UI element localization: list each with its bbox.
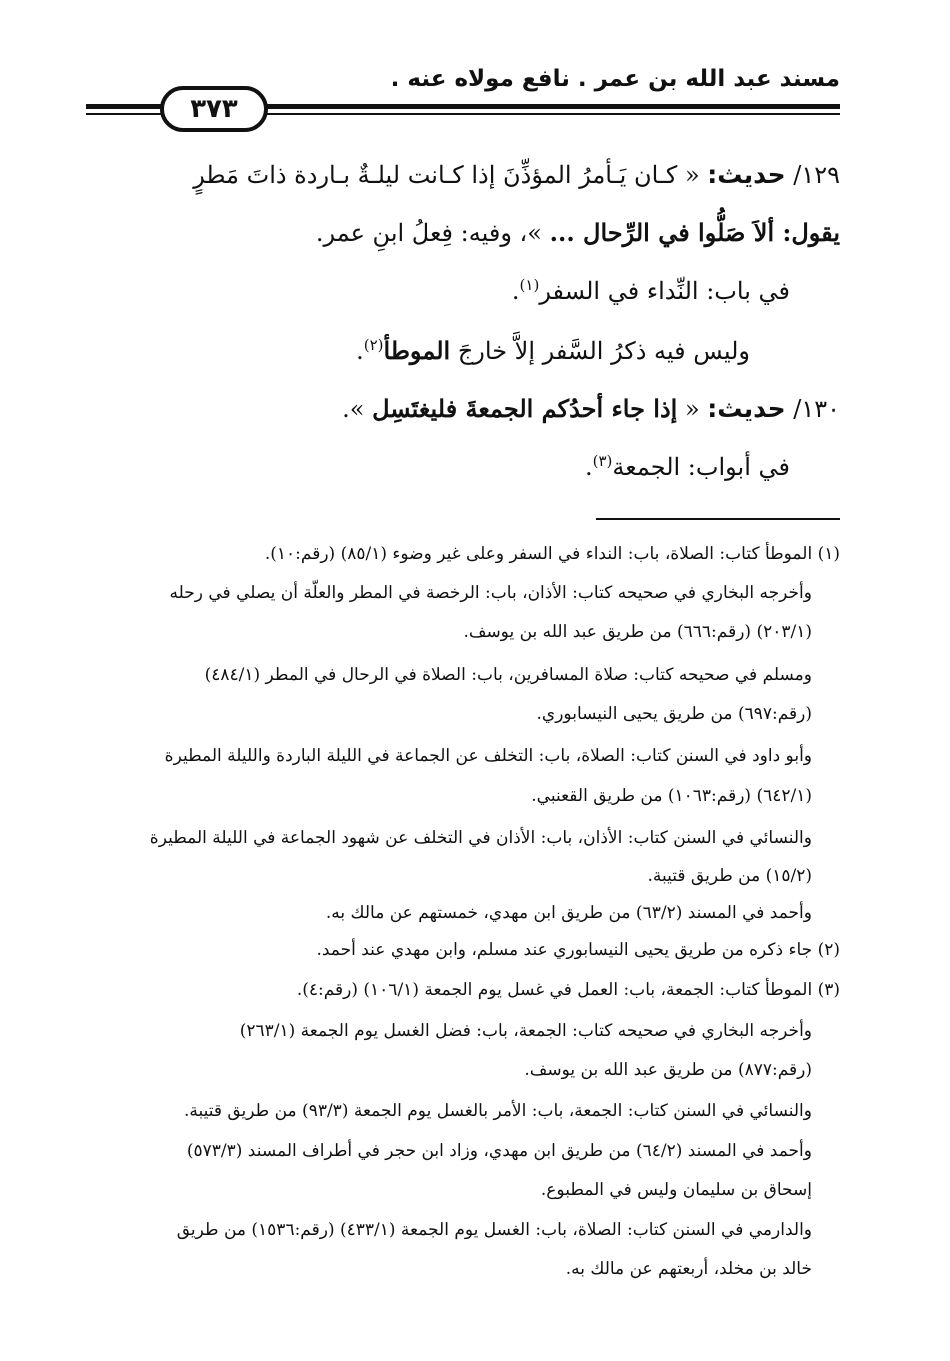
footnote-line: وأحمد في المسند (٦٤/٢) من طريق ابن مهدي، وزاد ابن حجر في أطراف المسند (٥٧٣/٣) bbox=[186, 1141, 812, 1161]
chapter-ref-line-2: في أبواب: الجمعة$^{(٣)}$. bbox=[584, 452, 790, 481]
note-bold: الموطأ bbox=[383, 336, 451, 365]
hadith-130-line: ١٣٠/ حديث: « إذا جاء أحدُكم الجمعةَ فليغتَسِل ». bbox=[342, 394, 840, 423]
footnote-line: وأحمد في المسند (٦٣/٢) من طريق ابن مهدي، خمستهم عن مالك به. bbox=[325, 903, 812, 923]
footnote-line: (١٥/٢) من طريق قتيبة. bbox=[647, 866, 812, 886]
footnote-line: (١) الموطأ كتاب: الصلاة، باب: النداء في السفر وعلى غير وضوء (٨٥/١) (رقم:١٠). bbox=[264, 544, 840, 564]
running-header: مسند عبد الله بن عمر . نافع مولاه عنه . bbox=[390, 66, 840, 92]
hadith-text: « كـان يَـأمرُ المؤذِّنَ إذا كـانت ليلـةٌ بـاردة ذاتَ مَطرٍ bbox=[193, 161, 708, 189]
footnote-line: (٢٠٣/١) (رقم:٦٦٦) من طريق عبد الله بن يوسف. bbox=[463, 622, 812, 642]
footnote-ref-1: (١) bbox=[519, 276, 540, 294]
footnote-line: (رقم:٦٩٧) من طريق يحيى النيسابوري. bbox=[536, 704, 812, 724]
page-number-badge: ٣٧٣ bbox=[160, 86, 268, 132]
footnote-line: والنسائي في السنن كتاب: الجمعة، باب: الأمر بالغسل يوم الجمعة (٩٣/٣) من طريق قتيبة. bbox=[183, 1101, 812, 1121]
footnote-ref-2: (٢) bbox=[363, 336, 384, 354]
hadith-label: حديث: bbox=[707, 160, 786, 189]
footnote-line: إسحاق بن سليمان وليس في المطبوع. bbox=[540, 1180, 812, 1200]
footnote-separator bbox=[596, 518, 840, 520]
hadith-number: ١٢٩/ bbox=[785, 161, 840, 189]
footnote-line: وأبو داود في السنن كتاب: الصلاة، باب: التخلف عن الجماعة في الليلة الباردة والليلة المطيرة bbox=[164, 746, 812, 766]
footnote-line: والدارمي في السنن كتاب: الصلاة، باب: الغسل يوم الجمعة (٤٣٣/١) (رقم:١٥٣٦) من طريق bbox=[176, 1220, 812, 1240]
hadith-quote-bold: يقول: ألاَ صَلُّوا في الرِّحال ... bbox=[549, 218, 840, 247]
footnote-line: والنسائي في السنن كتاب: الأذان، باب: الأذان في التخلف عن شهود الجماعة في الليلة المطيرة bbox=[149, 828, 812, 848]
chapter-ref-text: في أبواب: الجمعة bbox=[612, 453, 790, 481]
footnote-line: وأخرجه البخاري في صحيحه كتاب: الأذان، باب: الرخصة في المطر والعلّة أن يصلي في رحله bbox=[169, 583, 812, 603]
chapter-ref-line: في باب: النِّداء في السفر$^{(١)}$. bbox=[511, 276, 790, 305]
footnote-line: (رقم:٨٧٧) من طريق عبد الله بن يوسف. bbox=[524, 1060, 812, 1080]
hadith-label: حديث: bbox=[707, 394, 786, 423]
footnote-line: (٦٤٢/١) (رقم:١٠٦٣) من طريق القعنبي. bbox=[531, 786, 812, 806]
note-text: وليس فيه ذكرُ السَّفر إلاَّ خارجَ bbox=[450, 337, 750, 365]
hadith-129-line-1 bbox=[110, 160, 840, 189]
hadith-number: ١٣٠/ bbox=[785, 395, 840, 423]
hadith-text: »، وفيه: فِعلُ ابنِ عمر. bbox=[315, 219, 550, 247]
note-line: وليس فيه ذكرُ السَّفر إلاَّ خارجَ الموطأ$^{(٢)}$. bbox=[356, 336, 750, 365]
footnote-line: ومسلم في صحيحه كتاب: صلاة المسافرين، باب: الصلاة في الرحال في المطر (٤٨٤/١) bbox=[204, 665, 812, 685]
footnote-line: وأخرجه البخاري في صحيحه كتاب: الجمعة، باب: فضل الغسل يوم الجمعة (٢٦٣/١) bbox=[239, 1021, 812, 1041]
hadith-quote-bold: إذا جاء أحدُكم الجمعةَ فليغتَسِل bbox=[372, 394, 678, 423]
footnote-line: (٣) الموطأ كتاب: الجمعة، باب: العمل في غسل يوم الجمعة (١٠٦/١) (رقم:٤). bbox=[296, 980, 840, 1000]
hadith-129-line-2 bbox=[110, 218, 840, 247]
footnote-line: (٢) جاء ذكره من طريق يحيى النيسابوري عند مسلم، وابن مهدي عند أحمد. bbox=[316, 940, 840, 960]
footnote-ref-3: (٣) bbox=[592, 452, 613, 470]
chapter-ref-text: في باب: النِّداء في السفر bbox=[539, 277, 790, 305]
footnote-line: خالد بن مخلد، أربعتهم عن مالك به. bbox=[565, 1259, 812, 1279]
